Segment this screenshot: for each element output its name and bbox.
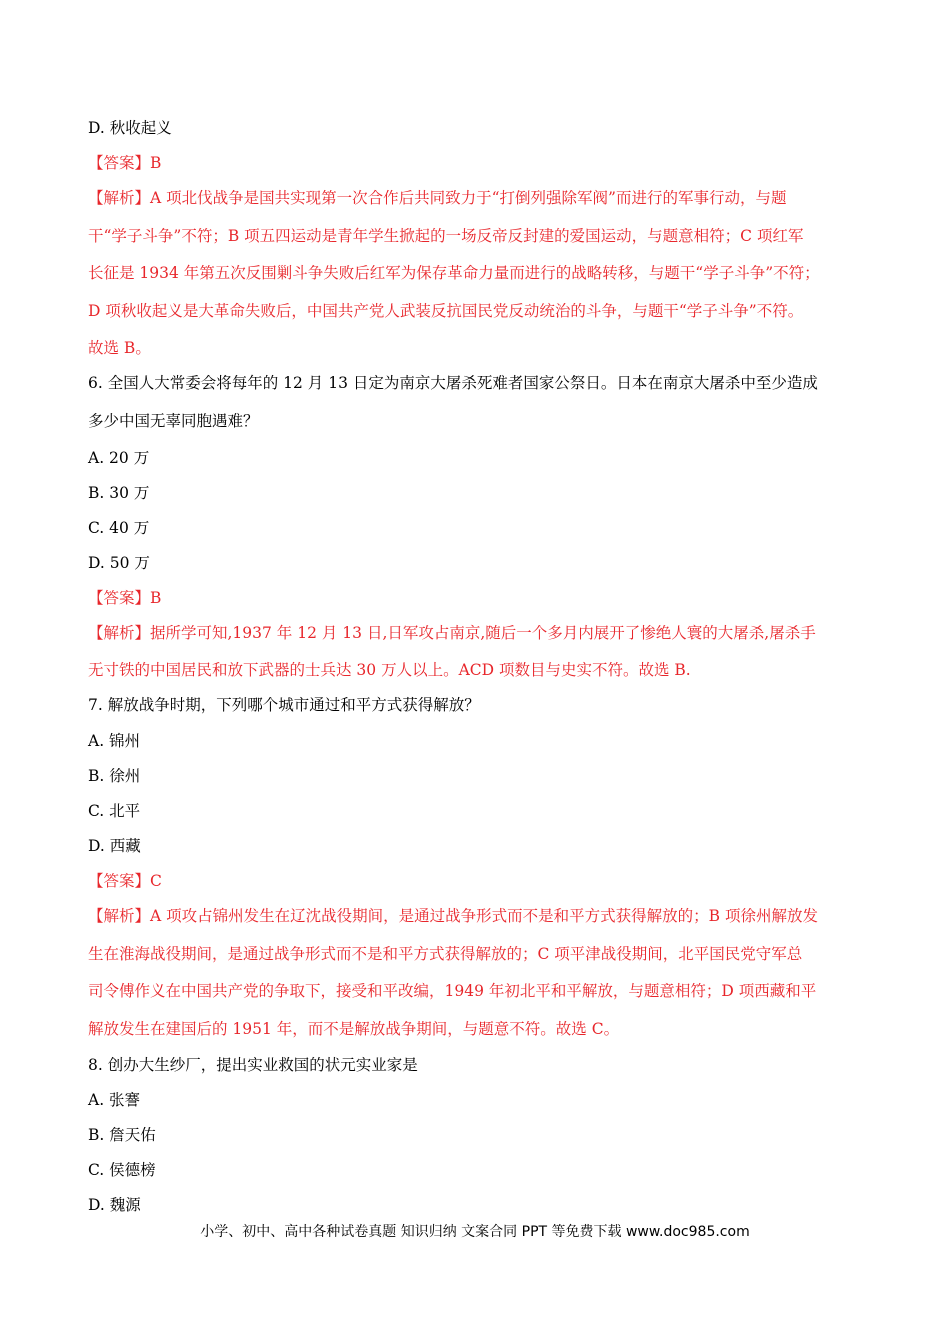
q7-answer: 【答案】C xyxy=(88,872,162,890)
q7-option-c: C. 北平 xyxy=(88,802,141,820)
q7-analysis-line: 【解析】A 项攻占锦州发生在辽沈战役期间，是通过战争形式而不是和平方式获得解放的；B 项徐州解放发 xyxy=(88,907,818,925)
q5-answer: 【答案】B xyxy=(88,154,162,172)
q7-analysis-line: 解放发生在建国后的 1951 年，而不是解放战争期间，与题意不符。故选 C。 xyxy=(88,1020,620,1038)
q6-option-d: D. 50 万 xyxy=(88,554,150,572)
q8-option-a: A. 张謇 xyxy=(88,1091,141,1109)
q6-analysis-line: 【解析】据所学可知,1937 年 12 月 13 日,日军攻占南京,随后一个多月内展开了惨绝人寰的大屠杀,屠杀手 xyxy=(88,624,816,642)
q5-option-d: D. 秋收起义 xyxy=(88,119,172,137)
q5-analysis-line: 长征是 1934 年第五次反围剿斗争失败后红军为保存革命力量而进行的战略转移，与题干“学子斗争”不符； xyxy=(88,264,820,282)
q5-analysis-line: 干“学子斗争”不符；B 项五四运动是青年学生掀起的一场反帝反封建的爱国运动，与题意相符；C 项红军 xyxy=(88,227,804,245)
q7-option-b: B. 徐州 xyxy=(88,767,141,785)
q7-analysis-line: 生在淮海战役期间，是通过战争形式而不是和平方式获得解放的；C 项平津战役期间，北平国民党守军总 xyxy=(88,945,803,963)
q5-analysis-line: D 项秋收起义是大革命失败后，中国共产党人武装反抗国民党反动统治的斗争，与题干“学子斗争”不符。 xyxy=(88,302,804,320)
q8-option-c: C. 侯德榜 xyxy=(88,1161,156,1179)
q6-option-a: A. 20 万 xyxy=(88,449,150,467)
q5-analysis-line: 【解析】A 项北伐战争是国共实现第一次合作后共同致力于“打倒列强除军阀”而进行的军事行动，与题 xyxy=(88,189,787,207)
q6-option-b: B. 30 万 xyxy=(88,484,150,502)
q6-stem-line: 多少中国无辜同胞遇难？ xyxy=(88,412,259,430)
q6-stem-line: 6. 全国人大常委会将每年的 12 月 13 日定为南京大屠杀死难者国家公祭日。日本在南京大屠杀中至少造成 xyxy=(88,374,818,392)
page-footer: 小学、初中、高中各种试卷真题 知识归纳 文案合同 PPT 等免费下载 www.doc985.com xyxy=(200,1224,750,1240)
q6-option-c: C. 40 万 xyxy=(88,519,150,537)
q8-option-b: B. 詹天佑 xyxy=(88,1126,156,1144)
q7-option-a: A. 锦州 xyxy=(88,732,141,750)
q7-option-d: D. 西藏 xyxy=(88,837,141,855)
q8-stem: 8. 创办大生纱厂，提出实业救国的状元实业家是 xyxy=(88,1056,418,1074)
q7-stem: 7. 解放战争时期，下列哪个城市通过和平方式获得解放？ xyxy=(88,696,480,714)
q6-answer: 【答案】B xyxy=(88,589,162,607)
q7-analysis-line: 司令傅作义在中国共产党的争取下，接受和平改编，1949 年初北平和平解放，与题意相符；D 项西藏和平 xyxy=(88,982,817,1000)
q6-analysis-line: 无寸铁的中国居民和放下武器的士兵达 30 万人以上。ACD 项数目与史实不符。故选 B. xyxy=(88,661,691,679)
q8-option-d: D. 魏源 xyxy=(88,1196,141,1214)
q5-analysis-line: 故选 B。 xyxy=(88,339,151,357)
